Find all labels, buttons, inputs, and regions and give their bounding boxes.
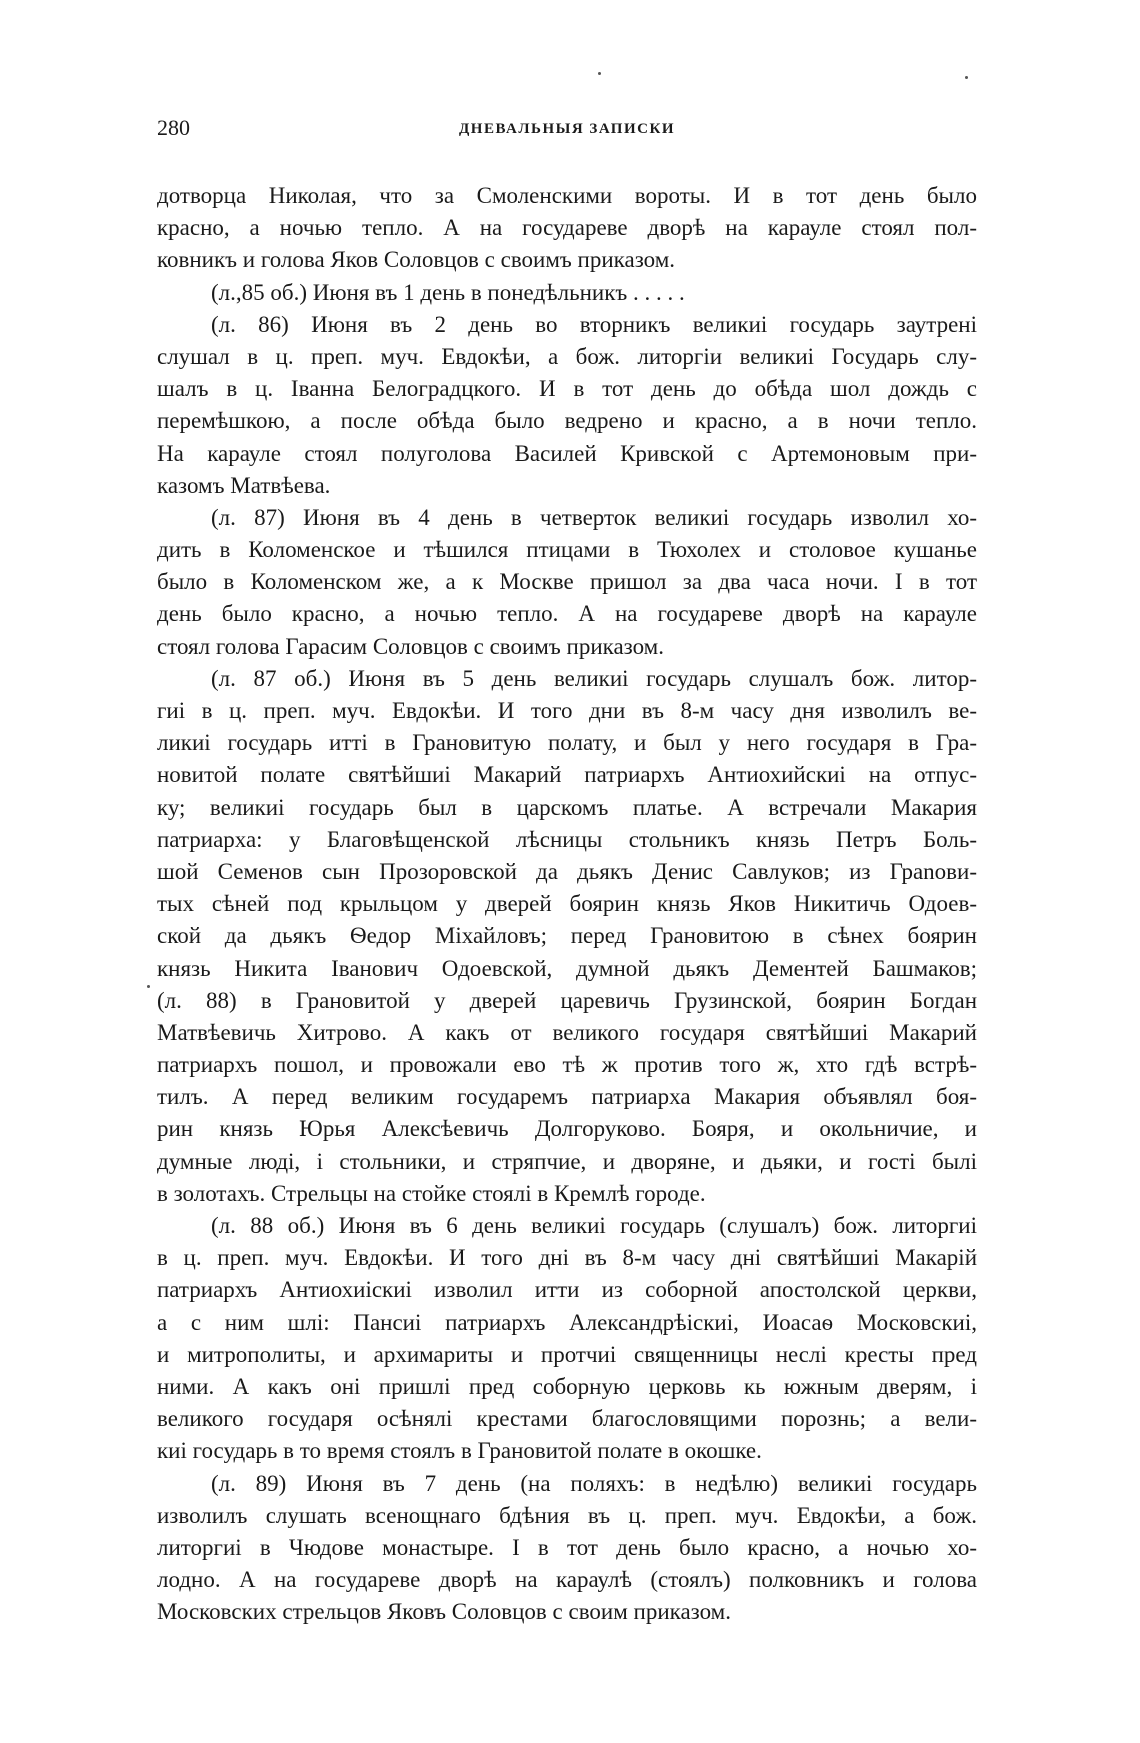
text-line: ликиі государь итті в Грановитую полату, и был у него государя в Гра- [157, 730, 977, 756]
body-text [157, 180, 977, 1628]
text-line: (л. 88 об.) Июня въ 6 день великиі государь (слушалъ) бож. литоргиі [211, 1213, 977, 1238]
text-line: и митрополиты, и архимариты и протчиі священницы неслі кресты пред [157, 1341, 977, 1367]
text-line: киі государь в то время стоялъ в Грановитой полате в окошке. [157, 1438, 762, 1464]
text-line: рин князь Юрья Алексѣевичь Долгоруково. Бояря, и окольничие, и [157, 1116, 977, 1142]
text-line: (л.,85 об.) Июня въ 1 день в понедѣльникъ . . . . . [211, 279, 685, 305]
text-line: лодно. А на государеве дворѣ на караулѣ (стоялъ) полковникъ и голова [157, 1567, 977, 1593]
text-line: великого государя осѣнялі крестами благословящими порознь; а вели- [157, 1406, 977, 1432]
text-line: ской да дьякъ Ѳедор Міхайловъ; перед Грановитою в сѣнех боярин [157, 923, 977, 949]
running-title: ДНЕВАЛЬНЫЯ ЗАПИСКИ [458, 121, 676, 137]
text-line: гиі в ц. преп. муч. Евдокѣи. И того дни въ 8-м часу дня изволилъ ве- [157, 698, 977, 723]
scan-speck [147, 985, 150, 988]
text-line: красно, а ночью тепло. А на государеве дворѣ на карауле стоял пол- [157, 215, 977, 241]
text-line: (л. 88) в Грановитой у дверей царевичь Грузинской, боярин Богдан [157, 987, 977, 1013]
text-line: стоял голова Гарасим Соловцов с своимъ приказом. [157, 633, 664, 659]
text-line: а с ним шлі: Пансиі патриархъ Александрѣіскиі, Иоасаѳ Московскиі, [157, 1309, 977, 1335]
text-line: шой Семенов сын Прозоровской да дьякъ Денис Савлуков; из Грanови- [157, 858, 977, 884]
text-line: ними. А какъ оні пришлі пред соборную церковь кь южным дверям, і [157, 1373, 977, 1399]
page-header [157, 115, 977, 149]
text-line: перемѣшкою, а после обѣда было ведрено и красно, а в ночи тепло. [157, 408, 977, 434]
text-line: ку; великиі государь был в царскомъ платье. А встречали Макария [157, 794, 977, 820]
page-number: 280 [157, 115, 190, 140]
text-line: (л. 87 об.) Июня въ 5 день великиі государь слушалъ бож. литор- [211, 665, 977, 691]
text-line: (л. 86) Июня въ 2 день во вторникъ великиі государь заутрені [211, 311, 977, 337]
text-line: патриархъ пошол, и провожали ево тѣ ж против того ж, хто гдѣ встрѣ- [157, 1052, 977, 1078]
text-line: патриархъ Антиохиіскиі изволил итти из соборной апостолской церкви, [157, 1277, 977, 1303]
text-line: Московских стрельцов Яковъ Соловцов с своим приказом. [157, 1599, 731, 1625]
text-line: патриарха: у Благовѣщенской лѣсницы стольникъ князь Петръ Боль- [157, 826, 977, 852]
text-line: тых сѣней под крыльцом у дверей боярин князь Яков Никитичь Одоев- [157, 891, 977, 917]
text-line: день было красно, а ночью тепло. А на государеве дворѣ на карауле [157, 601, 977, 627]
text-line: дотворца Николая, что за Смоленскими вороты. И в тот день было [157, 183, 977, 208]
text-line: в золотахъ. Стрельцы на стойке стоялі в Кремлѣ городе. [157, 1180, 706, 1206]
text-line: князь Никита Іванович Одоевской, думной дьякъ Дементей Башмаков; [157, 955, 977, 981]
text-line: литоргиі в Чюдове монастыре. І в тот день было красно, а ночью хо- [157, 1534, 977, 1560]
text-line: ковникъ и голова Яков Соловцов с своимъ приказом. [157, 247, 676, 273]
text-line: Матвѣевичь Хитрово. А какъ от великого государя святѣйшиі Макарий [157, 1019, 977, 1045]
scan-speck [598, 72, 601, 75]
text-line: новитой полате святѣйшиі Макарий патриархъ Антиохийскиі на отпус- [157, 762, 977, 788]
text-line: думные люді, і стольники, и стряпчие, и дворяне, и дьяки, и гості былі [157, 1148, 977, 1174]
text-line: (л. 89) Июня въ 7 день (на поляхъ: в недѣлю) великиі государь [211, 1470, 977, 1496]
text-line: изволилъ слушать всенощнаго бдѣния въ ц. преп. муч. Евдокѣи, а бож. [157, 1502, 977, 1528]
text-line: тилъ. А перед великим государемъ патриарха Макария объявлял боя- [157, 1084, 977, 1110]
scan-speck [965, 76, 968, 79]
text-line: было в Коломенском же, а к Москве пришол за два часа ночи. І в тот [157, 569, 977, 595]
text-line: шалъ в ц. Іванна Белоградцкого. И в тот день до обѣда шол дождь с [157, 376, 977, 402]
text-line: На карауле стоял полуголова Василей Кривской с Артемоновым при- [157, 440, 977, 466]
text-line: в ц. преп. муч. Евдокѣи. И того дні въ 8-м часу дні святѣйшиі Макарій [157, 1245, 977, 1271]
text-line: дить в Коломенское и тѣшился птицами в Тюхолех и столовое кушанье [157, 537, 977, 563]
text-line: (л. 87) Июня въ 4 день в четверток великиі государь изволил хо- [211, 504, 977, 530]
text-line: казомъ Матвѣева. [157, 472, 331, 498]
text-line: слушал в ц. преп. муч. Евдокѣи, а бож. литоргіи великиі Госудaрь слу- [157, 343, 977, 369]
